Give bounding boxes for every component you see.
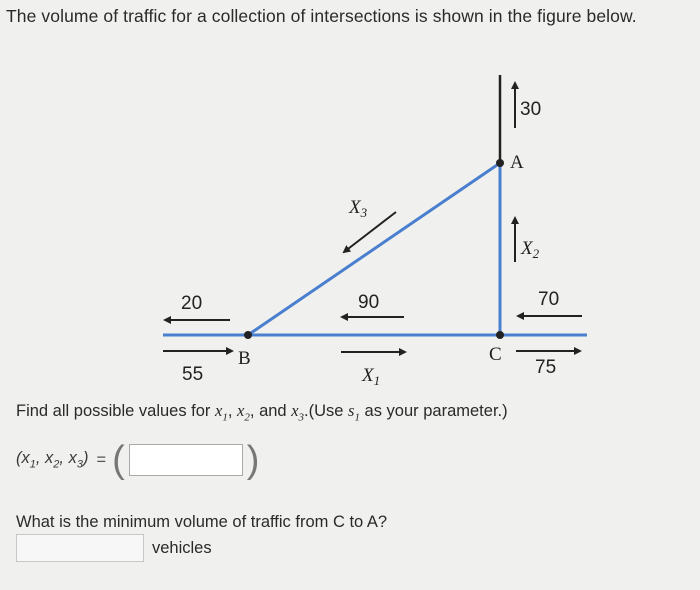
x1-letter: X <box>362 365 374 386</box>
x1-symbol: $x_1$ <box>215 401 228 424</box>
x3-symbol: $x_3$ <box>291 401 305 424</box>
value-top-out: 30 <box>520 99 542 120</box>
minimum-answer-row <box>16 534 212 562</box>
prompt-find-values: Find all possible values for $x_1$, $x_2$, and $x_3.(Use$ $s_1$ as your parameter.) <box>16 401 508 424</box>
node-c-dot <box>496 331 504 339</box>
value-left-out: 55 <box>182 364 204 385</box>
minimum-volume-input[interactable] <box>16 534 144 562</box>
value-middle-in: 90 <box>358 292 380 313</box>
value-left-in: 20 <box>181 293 203 314</box>
prompt-minimum-volume: What is the minimum volume of traffic from C to A? <box>16 513 388 531</box>
variable-x3-label <box>348 197 368 220</box>
x3-subscript: 3 <box>360 205 368 220</box>
x2-letter: X <box>521 238 533 259</box>
x1-subscript: 1 <box>373 373 381 388</box>
tuple-answer-input[interactable] <box>129 444 243 476</box>
node-a-label: A <box>510 152 524 173</box>
variable-x2-label <box>520 238 540 261</box>
tuple-answer-row <box>16 440 259 480</box>
equals-sign: = <box>96 450 107 469</box>
open-paren: ( <box>112 439 125 481</box>
node-b-dot <box>244 331 252 339</box>
parameter-symbol: $s_1$ <box>348 401 360 424</box>
variable-x1-label <box>361 365 380 388</box>
arrow-x3 <box>344 212 396 252</box>
units-label: vehicles <box>152 538 212 557</box>
value-right-out: 75 <box>535 357 557 378</box>
node-c-label: C <box>489 344 502 365</box>
x3-letter: X <box>349 197 361 218</box>
tuple-label: ($x_1$, $x_2$, $x_3$) <box>16 449 89 471</box>
value-right-in: 70 <box>538 289 560 310</box>
question-intro: The volume of traffic for a collection of intersections is shown in the figure below. <box>6 6 637 26</box>
x2-subscript: 2 <box>532 246 540 261</box>
node-a-dot <box>496 159 504 167</box>
node-b-label: B <box>238 348 251 369</box>
x2-symbol: $x_2$ <box>237 401 250 424</box>
close-paren: ) <box>246 439 260 481</box>
